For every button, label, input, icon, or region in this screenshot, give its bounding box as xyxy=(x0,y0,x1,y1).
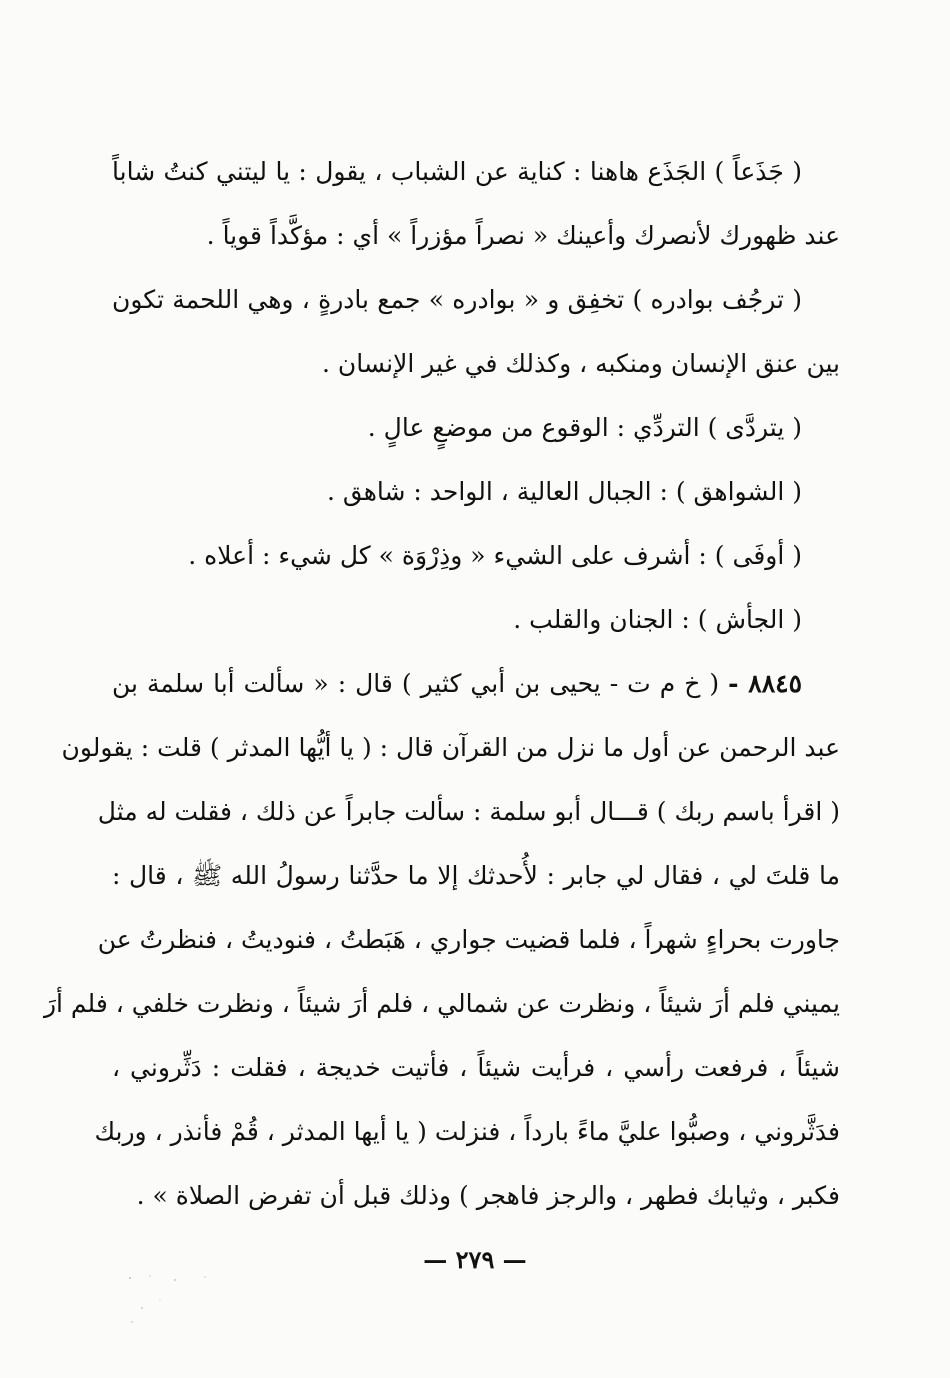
text-line: عبد الرحمن عن أول ما نزل من القرآن قال : ( يا أيُّها المدثر ) قلت : يقولون xyxy=(61,733,840,762)
text-line: ( الجأش ) : الجنان والقلب . xyxy=(513,605,802,634)
text-line: شيئاً ، فرفعت رأسي ، فرأيت شيئاً ، فأتيت خديجة ، فقلت : دَثِّروني ، xyxy=(112,1053,840,1082)
text-line: جاورت بحراءٍ شهراً ، فلما قضيت جواري ، هَبَطتُ ، فنوديتُ ، فنظرتُ عن xyxy=(97,925,840,954)
text-line: ( أوفَى ) : أشرف على الشيء « وذِرْوَة » كل شيء : أعلاه . xyxy=(188,541,802,570)
page-body xyxy=(43,140,840,1228)
text-line: بين عنق الإنسان ومنكبه ، وكذلك في غير الإنسان . xyxy=(321,349,840,378)
text-line: عند ظهورك لأنصرك وأعينك « نصراً مؤزراً » أي : مؤكَّداً قوياً . xyxy=(206,221,840,250)
scan-noise xyxy=(120,1270,240,1330)
text-line: فكبر ، وثيابك فطهر ، والرجز فاهجر ) وذلك قبل أن تفرض الصلاة » . xyxy=(136,1181,840,1210)
text-line: ( ترجُف بوادره ) تخفِق و « بوادره » جمع بادرةٍ ، وهي اللحمة تكون xyxy=(112,285,802,314)
page-number: — ٢٧٩ — xyxy=(423,1245,527,1274)
hadith-number: ٨٨٤٥ - xyxy=(728,669,802,698)
text-line: يميني فلم أرَ شيئاً ، ونظرت عن شمالي ، فلم أرَ شيئاً ، ونظرت خلفي ، فلم أرَ xyxy=(43,989,840,1018)
hadith-first-line xyxy=(112,652,840,716)
text-line: ما قلتَ لي ، فقال لي جابر : لأُحدثك إلا ما حدَّثنا رسولُ الله ﷺ ، قال : xyxy=(112,861,840,890)
hadith-line-text: ( خ م ت - يحيى بن أبي كثير ) قال : « سألت أبا سلمة بن xyxy=(112,669,720,698)
text-line: ( الشواهق ) : الجبال العالية ، الواحد : شاهق . xyxy=(326,477,802,506)
text-line: ( اقرأ باسم ربك ) قـــال أبو سلمة : سألت جابراً عن ذلك ، فقلت له مثل xyxy=(97,797,840,826)
text-line: ( جَذَعاً ) الجَذَع هاهنا : كناية عن الشباب ، يقول : يا ليتني كنتُ شاباً xyxy=(112,157,802,186)
text-line: ( يتردَّى ) التردِّي : الوقوع من موضعٍ عالٍ . xyxy=(367,413,802,442)
text-line: فدَثَّروني ، وصبُّوا عليَّ ماءً بارداً ، فنزلت ( يا أيها المدثر ، قُمْ فأنذر ، وربك xyxy=(94,1117,840,1146)
